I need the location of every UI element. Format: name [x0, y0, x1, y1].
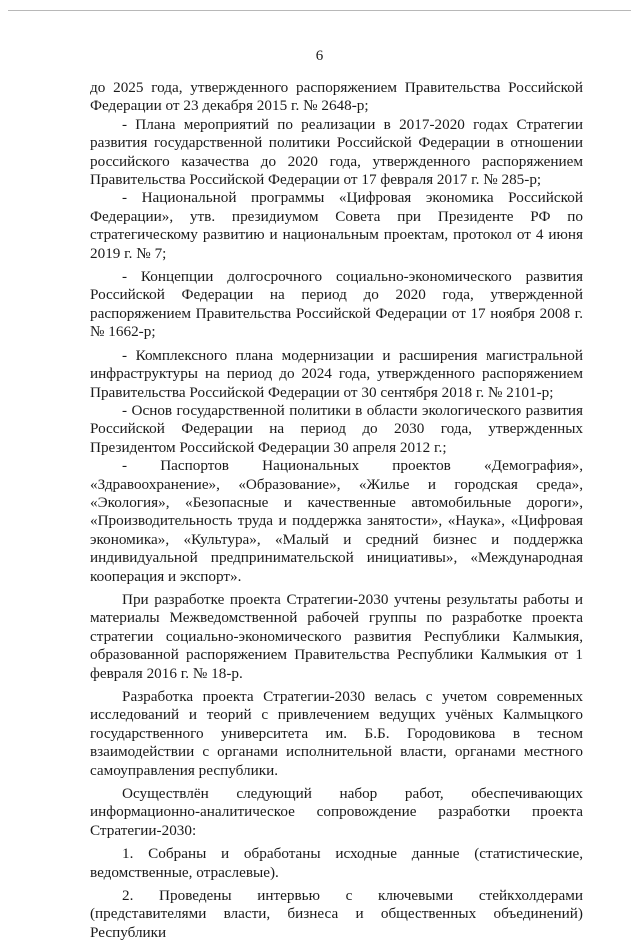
paragraph-working-group: При разработке проекта Стратегии-2030 учтены результаты работы и материалы Межведомственной рабочей группы по разработке проекта стратегии социально-экономического развития Республики Калмыкия, образованной распоряжением Правительства Республики Калмыкия от 1 февраля 2016 г. № 18-р.: [90, 590, 583, 682]
list-item-ecology-policy: - Основ государственной политики в области экологического развития Российской Федерации на период до 2030 года, утвержденных Президентом Российской Федерации 30 апреля 2012 г.;: [90, 401, 583, 456]
list-item-national-projects: - Паспортов Национальных проектов «Демография», «Здравоохранение», «Образование», «Жилье и городская среда», «Экология», «Безопасные и качественные автомобильные дороги», «Производительность труда и поддержка занятости», «Наука», «Цифровая экономика», «Культура», «Малый и средний бизнес и поддержка индивидуальной предпринимательской инициативы», «Международная кооперация и экспорт».: [90, 457, 583, 585]
list-item-kazachestvo-plan: - Плана мероприятий по реализации в 2017-2020 годах Стратегии развития государственной политики Российской Федерации в отношении российского казачества до 2020 года, утвержденного распоряжением Правительства Российской Федерации от 17 февраля 2017 г. № 285-р;: [90, 115, 583, 189]
page-number: 6: [315, 48, 324, 64]
paragraph-development: Разработка проекта Стратегии-2030 велась с учетом современных исследований и теорий с привлечением ведущих учёных Калмыцкого государственного университета им. Б.Б. Городовикова в тесном взаимодействии с органами исполнительной власти, органами местного самоуправления республики.: [90, 688, 583, 779]
list-item-digital-economy: - Национальной программы «Цифровая экономика Российской Федерации», утв. президиумом Совета при Президенте РФ по стратегическому развитию и национальным проектам, протокол от 4 июня 2019 г. № 7;: [90, 189, 583, 262]
paragraph-works-set: Осуществлён следующий набор работ, обеспечивающих информационно-аналитическое сопровождение разработки проекта Стратегии-2030:: [90, 785, 583, 839]
document-body: [90, 79, 583, 942]
list-item-infrastructure-plan: - Комплексного плана модернизации и расширения магистральной инфраструктуры на период до 2024 года, утвержденного распоряжением Правительства Российской Федерации от 30 сентября 2018 г. № 2101-р;: [90, 346, 583, 401]
page-top-rule: [8, 10, 631, 11]
numbered-item-2: 2. Проведены интервью с ключевыми стейкхолдерами (представителями власти, бизнеса и общественных объединений) Республики: [90, 887, 583, 941]
list-item-longterm-concept: - Концепции долгосрочного социально-экономического развития Российской Федерации на период до 2020 года, утвержденной распоряжением Правительства Российской Федерации от 17 ноября 2008 г. № 1662-р;: [90, 268, 583, 341]
numbered-item-1: 1. Собраны и обработаны исходные данные (статистические, ведомственные, отраслевые).: [90, 845, 583, 881]
paragraph-continuation: до 2025 года, утвержденного распоряжением Правительства Российской Федерации от 23 декабря 2015 г. № 2648-р;: [90, 79, 583, 115]
